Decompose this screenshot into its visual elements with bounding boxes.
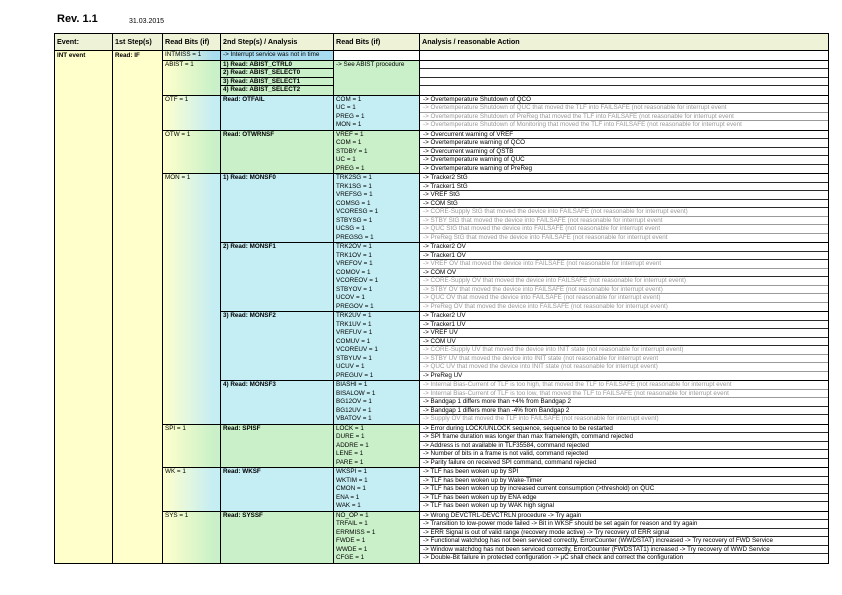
bit-value: VCOREUV = 1	[336, 346, 378, 353]
analysis-row	[420, 61, 828, 70]
step-label: 3) Read: ABIST_SELECT1	[221, 78, 333, 87]
analysis-row: -> Overtemperature Shutdown of QUC that moved the TLF into FAILSAFE (not reasonable for interrupt event	[420, 104, 828, 113]
table-section	[163, 130, 828, 174]
read-bits-cell	[334, 312, 420, 380]
analysis-column	[420, 96, 828, 130]
analysis-column	[420, 425, 828, 468]
analysis-column	[420, 312, 828, 380]
revision-label: Rev. 1.1	[57, 13, 98, 25]
analysis-block	[221, 380, 828, 424]
first-step-cell: Read: IF	[113, 51, 163, 563]
analysis-block	[221, 425, 828, 468]
bit-value: MON = 1	[336, 121, 362, 128]
bit-value: COMOV = 1	[336, 268, 371, 276]
read-bits-cell	[334, 243, 420, 311]
analysis-row: -> Internal Bias-Current of TLF is too low, that moved the TLF to FAILSAFE (not reasonable for interrupt event	[420, 390, 828, 399]
read-bits-cell	[334, 425, 420, 468]
bit-value: COM = 1	[336, 139, 362, 146]
bit-value: BG12UV = 1	[336, 406, 372, 414]
analysis-row: -> CORE-Supply OV that moved the device into FAILSAFE (not reasonable for interrupt event)	[420, 277, 828, 286]
analysis-block	[221, 311, 828, 380]
analysis-column	[420, 468, 828, 511]
bit-value: TRK1OV = 1	[336, 251, 372, 259]
event-cell: INT event	[55, 51, 113, 563]
bit-value: LOCK = 1	[336, 424, 364, 432]
analysis-row: -> COM OV	[420, 269, 828, 278]
bit-value: PREGUV = 1	[336, 371, 374, 379]
analysis-block	[221, 96, 828, 130]
analysis-row: -> Supply OV that moved the TLF into FAILSAFE (not reasonable for interrupt event)	[420, 415, 828, 424]
table-body	[55, 51, 828, 563]
analysis-row: -> QUC UV that moved the device into INIT state (not reasonable for interrupt event)	[420, 363, 828, 372]
analysis-row: -> Overtemperature Shutdown of QCO	[420, 96, 828, 105]
step-label: Read: WKSF	[223, 468, 261, 475]
analysis-row: -> COM StG	[420, 200, 828, 209]
bit-value: COMSG = 1	[336, 199, 371, 207]
analysis-row: -> Parity failure on received SPI command, command rejected	[420, 459, 828, 468]
step-cell	[221, 512, 334, 563]
analysis-row: -> VREF OV that moved the device into FAILSAFE (not reasonable for interrupt event	[420, 260, 828, 269]
analysis-row: -> VREF StG	[420, 191, 828, 200]
table-section	[163, 51, 828, 60]
bit-value: WWDE = 1	[336, 545, 368, 553]
bit-value: CMON = 1	[336, 485, 366, 492]
analysis-row	[420, 86, 828, 95]
note-label: -> See ABIST procedure	[336, 60, 405, 68]
bit-value: PREG = 1	[336, 112, 365, 120]
step-label: -> Interrupt service was not in time	[223, 51, 320, 58]
analysis-row: -> ERR Signal is out of valid range (recovery mode active) -> Try recovery of ERR signal	[420, 529, 828, 538]
read-bit-cell: ABIST = 1	[163, 61, 221, 95]
analysis-column	[420, 174, 828, 242]
header-cell-read-bits-1: Read Bits (if)	[163, 34, 221, 50]
bit-value: BISALOW = 1	[336, 389, 376, 397]
analysis-row: -> Tracker2 UV	[420, 312, 828, 321]
header-cell-analysis: Analysis / reasonable Action	[422, 37, 520, 46]
bit-value: ENA = 1	[336, 493, 360, 501]
analysis-row: -> QUC StG that moved the device into FAILSAFE (not reasonable for interrupt event	[420, 225, 828, 234]
section-blocks	[221, 512, 828, 563]
bit-value: COM = 1	[336, 95, 362, 103]
analysis-row: -> Overtemperature warning of QUC	[420, 156, 828, 165]
analysis-row: -> Overtemperature warning of PreReg	[420, 165, 828, 174]
analysis-block	[221, 51, 828, 60]
analysis-row: -> Address is not available in TLF35584, command rejected	[420, 442, 828, 451]
analysis-row: -> Tracker1 UV	[420, 321, 828, 330]
step-cell	[221, 381, 334, 424]
section-blocks	[221, 61, 828, 95]
analysis-column	[420, 243, 828, 311]
read-bits-cell	[334, 468, 420, 511]
analysis-row: -> Overcurrent warning of QSTB	[420, 148, 828, 157]
bit-value: LENE = 1	[336, 450, 364, 457]
date-label: 31.03.2015	[129, 18, 165, 25]
analysis-row: -> Transition to low-power mode failed -> Bit in WKSF should be set again for reason and try again	[420, 520, 828, 529]
read-bits-cell	[334, 174, 420, 242]
read-bits-cell	[334, 61, 420, 95]
bit-value: STBYUV = 1	[336, 354, 372, 362]
analysis-row: -> Bandgap 1 differs more than +4% from Bandgap 2	[420, 398, 828, 407]
step-label: Read: OTWRNSF	[223, 130, 275, 138]
read-bit-cell: OTF = 1	[163, 96, 221, 130]
read-bit-cell: WK = 1	[163, 468, 221, 511]
bit-value: TRK1SG = 1	[336, 182, 372, 190]
bit-value: PREG = 1	[336, 164, 365, 172]
analysis-row: -> Overtemperature warning of QCO	[420, 139, 828, 148]
bit-value: UC = 1	[336, 104, 356, 111]
bit-value: BG12OV = 1	[336, 398, 372, 405]
table-section	[163, 60, 828, 95]
bit-value: ERRMISS = 1	[336, 528, 376, 536]
bit-value: VREFSG = 1	[336, 191, 373, 198]
section-blocks	[221, 425, 828, 468]
analysis-row: -> TLF has been woken up by ENA edge	[420, 494, 828, 503]
analysis-row: -> CORE-Supply UV that moved the device into INIT state (not reasonable for interrupt event)	[420, 346, 828, 355]
analysis-row: -> VREF UV	[420, 329, 828, 338]
bit-value: DURE = 1	[336, 433, 365, 440]
bit-value: UCOV = 1	[336, 294, 365, 301]
read-bit-cell: SPI = 1	[163, 425, 221, 468]
step-label: Read: SYSSF	[223, 511, 263, 519]
bit-value: UCSG = 1	[336, 225, 365, 232]
step-cell	[221, 96, 334, 130]
bit-value: PREGSG = 1	[336, 233, 374, 241]
read-bit-cell: INTMISS = 1	[163, 51, 221, 60]
analysis-row: -> STBY StG that moved the device into FAILSAFE (not reasonable for interrupt event	[420, 217, 828, 226]
analysis-row: -> Double-Bit failure in protected configuration -> µC shall check and correct the configuration	[420, 554, 828, 563]
step-cell	[221, 425, 334, 468]
analysis-row: -> PreReg UV	[420, 372, 828, 381]
analysis-row: -> STBY UV that moved the device into INIT state (not reasonable for interrupt event	[420, 355, 828, 364]
bit-value: VCOREOV = 1	[336, 277, 379, 284]
section-blocks	[221, 468, 828, 511]
bit-value: UC = 1	[336, 156, 356, 163]
read-bits-cell	[334, 381, 420, 424]
analysis-row: -> Tracker2 OV	[420, 243, 828, 252]
header-cell-second-step: 2nd Step(s) / Analysis	[221, 34, 334, 50]
analysis-row: -> SPI frame duration was longer than max framelength, command rejected	[420, 433, 828, 442]
table-section	[163, 173, 828, 424]
step-cell	[221, 51, 334, 60]
bit-value: CFGE = 1	[336, 554, 365, 561]
header-cell-first-step: 1st Step(s)	[113, 34, 163, 50]
analysis-row: -> Overcurrent warning of VREF	[420, 131, 828, 140]
analysis-column	[420, 381, 828, 424]
section-blocks	[221, 174, 828, 424]
header-cell-event: Event:	[55, 34, 113, 50]
analysis-column	[420, 131, 828, 174]
analysis-block	[221, 468, 828, 511]
analysis-row: -> Tracker1 OV	[420, 252, 828, 261]
analysis-block	[221, 174, 828, 242]
analysis-row	[420, 69, 828, 78]
interrupt-event-table	[54, 33, 829, 564]
bit-value: VBATOV = 1	[336, 415, 372, 422]
bit-value: ADDRE = 1	[336, 441, 369, 449]
analysis-row: -> Tracker2 StG	[420, 174, 828, 183]
step-label: 1) Read: ABIST_CTRL0	[221, 61, 333, 70]
bit-value: TRK2UV = 1	[336, 312, 372, 319]
analysis-row: -> Tracker1 StG	[420, 183, 828, 192]
analysis-row: -> Wrong DEVCTRL-DEVCTRLN procedure -> Try again	[420, 512, 828, 521]
step-label: 3) Read: MONSF2	[223, 312, 276, 319]
bit-value: WAK = 1	[336, 502, 361, 509]
table-section	[163, 467, 828, 511]
bit-value: VCORESG = 1	[336, 208, 379, 215]
bit-value: PREGOV = 1	[336, 302, 374, 310]
bit-value: TRFAIL = 1	[336, 520, 368, 527]
analysis-row: -> Functional watchdog has not been serviced correctly, ErrorCounter (WWDSTAT) increased -> Try recovery of FWD Service	[420, 537, 828, 546]
analysis-row: -> Overtemperature Shutdown of PreReg that moved the TLF into FAILSAFE (not reasonable for interrupt event	[420, 113, 828, 122]
analysis-row: -> COM UV	[420, 338, 828, 347]
step-label: Read: SPISF	[223, 424, 261, 432]
section-blocks	[221, 131, 828, 174]
analysis-row: -> TLF has been woken up by Wake-Timer	[420, 477, 828, 486]
read-bit-cell: OTW = 1	[163, 131, 221, 174]
bit-value: WKTIM = 1	[336, 476, 368, 484]
analysis-row: -> Error during LOCK/UNLOCK sequence, sequence to be restarted	[420, 425, 828, 434]
step-cell	[221, 61, 334, 95]
analysis-row: -> Bandgap 1 differs more than -4% from Bandgap 2	[420, 407, 828, 416]
analysis-row: -> CORE-Supply StG that moved the device into FAILSAFE (not reasonable for interrupt event)	[420, 208, 828, 217]
step-label: 1) Read: MONSF0	[223, 174, 276, 181]
analysis-row: -> TLF has been woken up by SPI	[420, 468, 828, 477]
step-label: Read: OTFAIL	[223, 95, 265, 103]
read-bits-cell	[334, 96, 420, 130]
analysis-row: -> Overtemperature Shutdown of Monitoring that moved the TLF into FAILSAFE (not reasonable for interrupt event	[420, 121, 828, 130]
table-header-row	[55, 34, 828, 51]
analysis-row	[420, 51, 828, 60]
sections-container	[163, 51, 828, 563]
step-cell	[221, 131, 334, 174]
analysis-block	[221, 61, 828, 95]
bit-value: TRK1UV = 1	[336, 320, 372, 328]
bit-value: VREF = 1	[336, 130, 364, 138]
analysis-block	[221, 512, 828, 563]
table-section	[163, 95, 828, 130]
analysis-row: -> Number of bits in a frame is not valid, command rejected	[420, 450, 828, 459]
bit-value: STBYSG = 1	[336, 216, 373, 224]
analysis-column	[420, 51, 828, 60]
bit-value: FWDE = 1	[336, 537, 366, 544]
read-bits-cell	[334, 131, 420, 174]
step-label: 4) Read: MONSF3	[223, 381, 276, 388]
analysis-block	[221, 131, 828, 174]
table-section	[163, 424, 828, 468]
step-cell	[221, 312, 334, 380]
read-bits-cell	[334, 512, 420, 563]
step-label: 2) Read: MONSF1	[223, 243, 276, 250]
analysis-row: -> PreReg StG that moved the device into FAILSAFE (not reasonable for interrupt event	[420, 234, 828, 243]
read-bit-cell: MON = 1	[163, 174, 221, 424]
analysis-row: -> TLF has been woken up by increased current consumption (>threshold) on QUC	[420, 485, 828, 494]
section-blocks	[221, 51, 828, 60]
bit-value: VREFUV = 1	[336, 329, 373, 336]
analysis-row	[420, 78, 828, 87]
section-blocks	[221, 96, 828, 130]
bit-value: STDBY = 1	[336, 147, 368, 155]
read-bit-cell: SYS = 1	[163, 512, 221, 563]
bit-value: BIASHI = 1	[336, 381, 368, 388]
bit-value: UCUV = 1	[336, 363, 365, 370]
bit-value: STBYOV = 1	[336, 285, 373, 293]
bit-value: COMUV = 1	[336, 337, 371, 345]
step-cell	[221, 174, 334, 242]
analysis-row: -> Window watchdog has not been serviced correctly, ErrorCounter (FWDSTAT1) increased -> Try recovery of WWD Service	[420, 546, 828, 555]
bit-value: PARE = 1	[336, 458, 364, 466]
analysis-row: -> Internal Bias-Current of TLF is too high, that moved the TLF to FAILSAFE (not reasonable for interrupt event	[420, 381, 828, 390]
analysis-block	[221, 242, 828, 311]
analysis-column	[420, 61, 828, 95]
step-cell	[221, 243, 334, 311]
bit-value: TRK2OV = 1	[336, 243, 372, 250]
bit-value: TRK2SG = 1	[336, 174, 372, 181]
bit-value: WKSPI = 1	[336, 468, 367, 475]
step-label: 2) Read: ABIST_SELECT0	[221, 69, 333, 78]
bit-value: VREFOV = 1	[336, 260, 373, 267]
analysis-row: -> PreReg OV that moved the device into FAILSAFE (not reasonable for interrupt event)	[420, 303, 828, 312]
table-section	[163, 511, 828, 563]
step-cell	[221, 468, 334, 511]
header-cell-read-bits-2: Read Bits (if)	[334, 34, 420, 50]
step-label: 4) Read: ABIST_SELECT2	[223, 86, 301, 93]
analysis-row: -> TLF has been woken up by WAK high signal	[420, 502, 828, 511]
analysis-row: -> QUC OV that moved the device into FAILSAFE (not reasonable for interrupt event)	[420, 294, 828, 303]
analysis-column	[420, 512, 828, 563]
read-bits-cell	[334, 51, 420, 60]
bit-value: NO_OP = 1	[336, 511, 369, 519]
analysis-row: -> STBY OV that moved the device into FAILSAFE (not reasonable for interrupt event)	[420, 286, 828, 295]
